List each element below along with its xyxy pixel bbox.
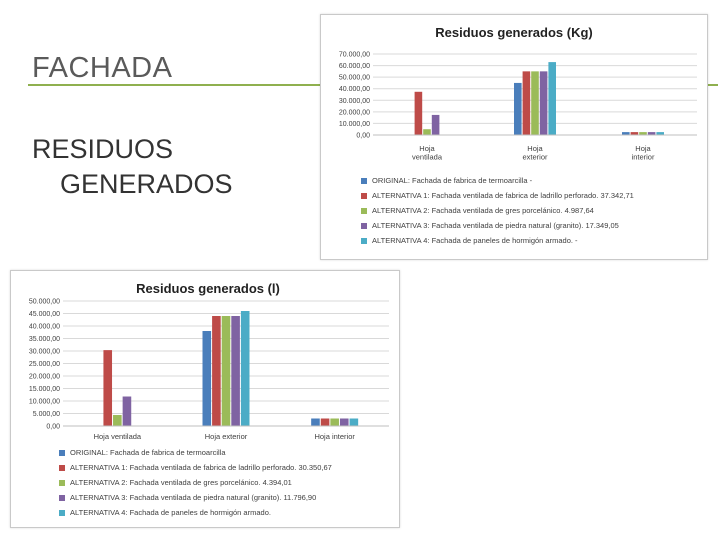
bar-alternativa-2 xyxy=(531,71,539,135)
y-tick-label: 0,00 xyxy=(356,132,370,140)
y-tick-label: 25.000,00 xyxy=(28,361,60,368)
bar-alternativa-4 xyxy=(241,311,250,426)
legend-swatch xyxy=(361,193,367,199)
bar-alternativa-3 xyxy=(540,71,548,135)
y-tick-label: 10.000,00 xyxy=(338,120,370,128)
bar-original xyxy=(311,419,320,427)
bar-original xyxy=(514,83,522,135)
bar-original xyxy=(203,331,212,426)
bar-alternativa-4 xyxy=(548,62,556,135)
legend-item xyxy=(361,233,634,248)
chart-l-legend xyxy=(59,445,332,520)
bar-alternativa-2 xyxy=(113,415,122,426)
legend-label: ALTERNATIVA 1: Fachada ventilada de fabrica de ladrillo perforado. 30.350,67 xyxy=(70,463,332,472)
legend-item xyxy=(361,188,634,203)
legend-item xyxy=(361,203,634,218)
x-category-label: Hoja interior xyxy=(631,144,655,162)
bar-alternativa-3 xyxy=(432,115,440,135)
y-tick-label: 40.000,00 xyxy=(28,323,60,331)
bar-alternativa-1 xyxy=(523,71,531,135)
bar-alternativa-1 xyxy=(212,316,221,426)
legend-item xyxy=(59,460,332,475)
chart-kg-plot xyxy=(321,15,707,165)
bar-alternativa-2 xyxy=(330,419,339,427)
legend-swatch xyxy=(361,223,367,229)
legend-swatch xyxy=(361,238,367,244)
chart-l xyxy=(10,270,400,528)
y-tick-label: 30.000,00 xyxy=(338,97,370,105)
legend-label: ORIGINAL: Fachada de fabrica de termoarcilla xyxy=(70,448,226,457)
bar-alternativa-1 xyxy=(321,419,330,427)
legend-swatch xyxy=(59,450,65,456)
subtitle-line-2: GENERADOS xyxy=(60,169,233,199)
legend-label: ORIGINAL: Fachada de fabrica de termoarcilla - xyxy=(372,176,533,185)
legend-label: ALTERNATIVA 4: Fachada de paneles de hormigón armado. xyxy=(70,508,271,517)
legend-label: ALTERNATIVA 2: Fachada ventilada de gres porcelánico. 4.987,64 xyxy=(372,206,594,215)
y-tick-label: 5.000,00 xyxy=(32,411,60,418)
bar-alternativa-3 xyxy=(340,419,349,427)
subtitle-line-1: RESIDUOS xyxy=(32,134,174,164)
chart-l-plot xyxy=(11,271,399,451)
slide-subtitle xyxy=(32,132,312,202)
legend-swatch xyxy=(59,510,65,516)
legend-swatch xyxy=(59,465,65,471)
legend-label: ALTERNATIVA 4: Fachada de paneles de hormigón armado. - xyxy=(372,236,578,245)
x-category-label: Hoja ventilada xyxy=(411,144,443,162)
bar-alternativa-3 xyxy=(231,316,240,426)
y-tick-label: 50.000,00 xyxy=(338,74,370,82)
y-tick-label: 20.000,00 xyxy=(338,109,370,117)
bar-alternativa-2 xyxy=(423,129,431,135)
legend-item xyxy=(59,505,332,520)
y-tick-label: 0,00 xyxy=(46,423,60,431)
legend-item xyxy=(59,490,332,505)
bar-alternativa-1 xyxy=(103,350,112,426)
x-category-label: Hoja ventilada xyxy=(93,432,142,441)
legend-item xyxy=(361,173,634,188)
bar-alternativa-4 xyxy=(350,419,359,427)
y-tick-label: 15.000,00 xyxy=(28,386,60,393)
legend-label: ALTERNATIVA 3: Fachada ventilada de piedra natural (granito). 17.349,05 xyxy=(372,221,619,230)
y-tick-label: 60.000,00 xyxy=(338,63,370,71)
y-tick-label: 10.000,00 xyxy=(28,398,60,406)
chart-kg-legend xyxy=(361,173,634,248)
legend-label: ALTERNATIVA 2: Fachada ventilada de gres porcelánico. 4.394,01 xyxy=(70,478,292,487)
x-category-label: Hoja exterior xyxy=(522,144,548,162)
y-tick-label: 20.000,00 xyxy=(28,373,60,381)
legend-item xyxy=(59,445,332,460)
bar-alternativa-2 xyxy=(222,316,231,426)
legend-swatch xyxy=(361,178,367,184)
legend-label: ALTERNATIVA 3: Fachada ventilada de piedra natural (granito). 11.796,90 xyxy=(70,493,317,502)
y-tick-label: 35.000,00 xyxy=(28,336,60,343)
chart-kg xyxy=(320,14,708,260)
y-tick-label: 45.000,00 xyxy=(28,311,60,318)
chart-title: Residuos generados (Kg) xyxy=(435,25,593,40)
legend-item xyxy=(59,475,332,490)
y-tick-label: 30.000,00 xyxy=(28,348,60,356)
bar-alternativa-3 xyxy=(123,397,132,426)
legend-swatch xyxy=(59,495,65,501)
x-category-label: Hoja exterior xyxy=(204,432,248,441)
y-tick-label: 50.000,00 xyxy=(28,298,60,306)
slide-title: FACHADA xyxy=(32,52,173,84)
x-category-label: Hoja interior xyxy=(314,432,355,441)
legend-swatch xyxy=(361,208,367,214)
chart-title: Residuos generados (l) xyxy=(136,281,280,296)
legend-swatch xyxy=(59,480,65,486)
legend-label: ALTERNATIVA 1: Fachada ventilada de fabrica de ladrillo perforado. 37.342,71 xyxy=(372,191,634,200)
bar-alternativa-1 xyxy=(415,92,423,135)
y-tick-label: 70.000,00 xyxy=(338,51,370,59)
legend-item xyxy=(361,218,634,233)
y-tick-label: 40.000,00 xyxy=(338,86,370,94)
